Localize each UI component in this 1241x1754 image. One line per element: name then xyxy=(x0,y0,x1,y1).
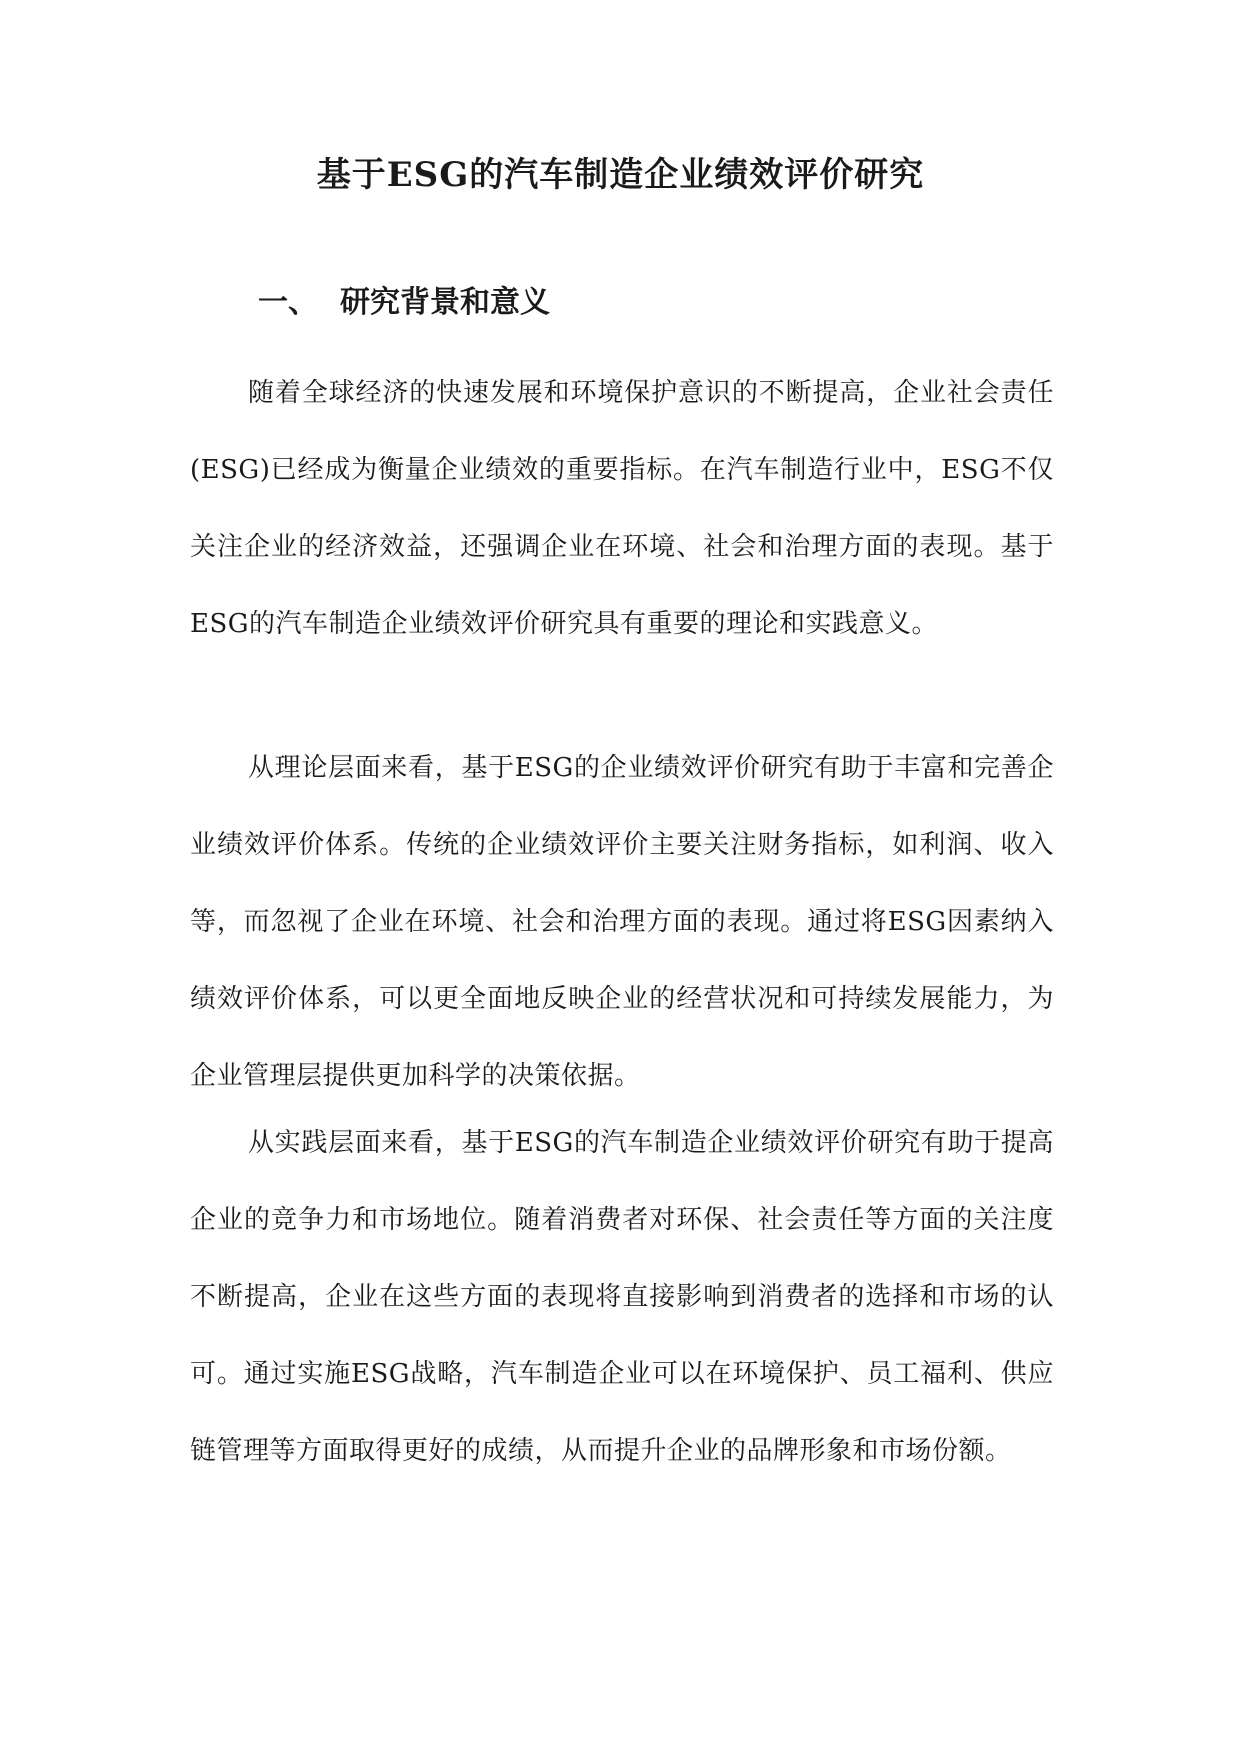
paragraph-practical-significance: 从实践层面来看，基于ESG的汽车制造企业绩效评价研究有助于提高企业的竞争力和市场地位。随着消费者对环保、社会责任等方面的关注度不断提高，企业在这些方面的表现将直接影响到消费者的选择和市场的认可。通过实施ESG战略，汽车制造企业可以在环境保护、员工福利、供应链管理等方面取得更好的成绩，从而提升企业的品牌形象和市场份额。 xyxy=(190,1128,1054,1466)
section-heading-text: 研究背景和意义 xyxy=(340,285,550,320)
section-number: 一、 xyxy=(258,285,318,320)
paragraph-theoretical-significance: 从理论层面来看，基于ESG的企业绩效评价研究有助于丰富和完善企业绩效评价体系。传统的企业绩效评价主要关注财务指标，如利润、收入等，而忽视了企业在环境、社会和治理方面的表现。通过将ESG因素纳入绩效评价体系，可以更全面地反映企业的经营状况和可持续发展能力，为企业管理层提供更加科学的决策依据。 xyxy=(190,753,1054,1091)
paragraph-background: 随着全球经济的快速发展和环境保护意识的不断提高，企业社会责任(ESG)已经成为衡量企业绩效的重要指标。在汽车制造行业中，ESG不仅关注企业的经济效益，还强调企业在环境、社会和治理方面的表现。基于ESG的汽车制造企业绩效评价研究具有重要的理论和实践意义。 xyxy=(190,378,1054,639)
section-heading xyxy=(258,280,550,326)
document-title: 基于ESG的汽车制造企业绩效评价研究 xyxy=(316,155,925,195)
